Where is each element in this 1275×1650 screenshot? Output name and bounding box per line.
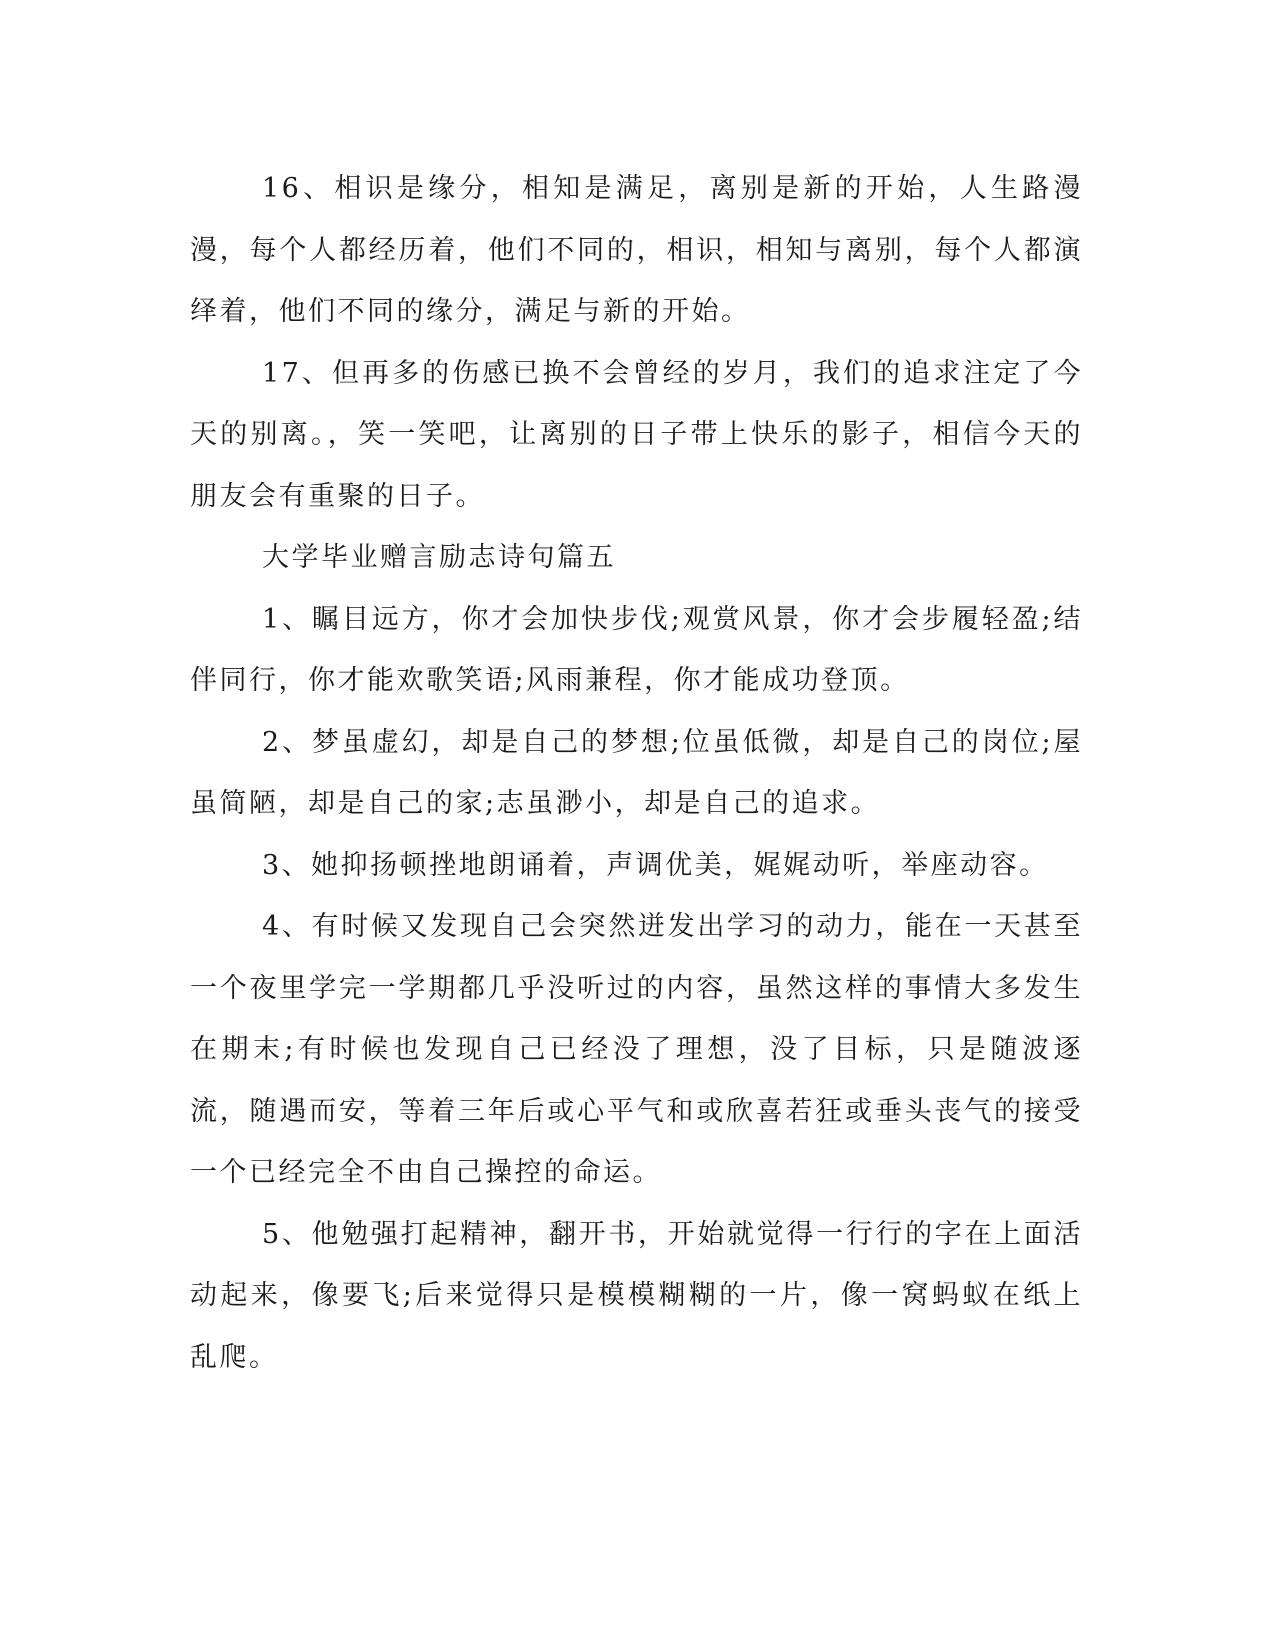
paragraph-5: 5、他勉强打起精神，翻开书，开始就觉得一行行的字在上面活动起来，像要飞;后来觉得只是模模糊糊的一片，像一窝蚂蚁在纸上乱爬。: [190, 1218, 1083, 1373]
paragraph-17: 17、但再多的伤感已换不会曾经的岁月，我们的追求注定了今天的别离。，笑一笑吧，让离别的日子带上快乐的影子，相信今天的朋友会有重聚的日子。: [190, 357, 1083, 512]
paragraph-4: 4、有时候又发现自己会突然迸发出学习的动力，能在一天甚至一个夜里学完一学期都几乎没听过的内容，虽然这样的事情大多发生在期末;有时候也发现自己已经没了理想，没了目标，只是随波逐流，随遇而安，等着三年后或心平气和或欣喜若狂或垂头丧气的接受一个已经完全不由自己操控的命运。: [190, 911, 1083, 1188]
paragraph-2: 2、梦虽虚幻，却是自己的梦想;位虽低微，却是自己的岗位;屋虽简陋，却是自己的家;志虽渺小，却是自己的追求。: [190, 726, 1083, 819]
paragraph-3: 3、她抑扬顿挫地朗诵着，声调优美，娓娓动听，举座动容。: [262, 849, 1049, 881]
paragraph-1: 1、瞩目远方，你才会加快步伐;观赏风景，你才会步履轻盈;结伴同行，你才能欢歌笑语;风雨兼程，你才能成功登顶。: [190, 603, 1083, 696]
document-body: [190, 158, 1083, 1388]
section-heading: 大学毕业赠言励志诗句篇五: [262, 542, 616, 573]
paragraph-16: 16、相识是缘分，相知是满足，离别是新的开始，人生路漫漫，每个人都经历着，他们不同的，相识，相知与离别，每个人都演绎着，他们不同的缘分，满足与新的开始。: [190, 173, 1083, 327]
